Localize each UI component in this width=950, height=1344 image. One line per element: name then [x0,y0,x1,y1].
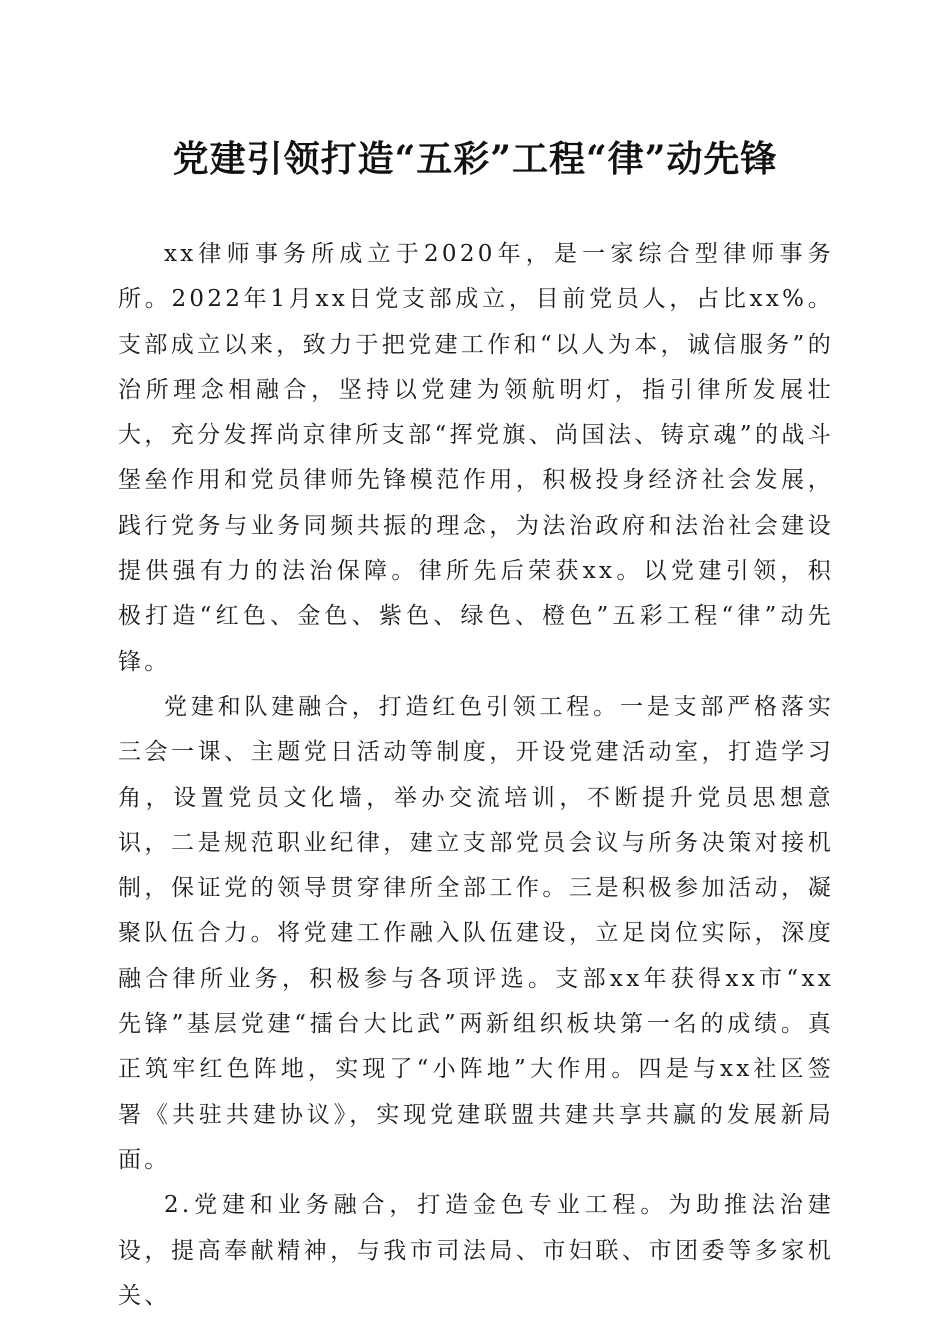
document-title: 党建引领打造“五彩”工程“律”动先锋 [172,138,778,180]
paragraph-intro: xx律师事务所成立于2020年，是一家综合型律师事务所。2022年1月xx日党支部成立，目前党员人，占比xx%。支部成立以来，致力于把党建工作和“以人为本，诚信服务”的治所理念相融合，坚持以党建为领航明灯，指引律所发展壮大，充分发挥尚京律所支部“挥党旗、尚国法、铸京魂”的战斗堡垒作用和党员律师先锋模范作用，积极投身经济社会发展，践行党务与业务同频共振的理念，为法治政府和法治社会建设提供强有力的法治保障。律所先后荣获xx。以党建引领，积极打造“红色、金色、紫色、绿色、橙色”五彩工程“律”动先锋。 [118,241,834,675]
paragraph-red-project: 党建和队建融合，打造红色引领工程。一是支部严格落实三会一课、主题党日活动等制度，开设党建活动室，打造学习角，设置党员文化墙，举办交流培训，不断提升党员思想意识，二是规范职业纪律，建立支部党员会议与所务决策对接机制，保证党的领导贯穿律所全部工作。三是积极参加活动，凝聚队伍合力。将党建工作融入队伍建设，立足岗位实际，深度融合律所业务，积极参与各项评选。支部xx年获得xx市“xx先锋”基层党建“擂台大比武”两新组织板块第一名的成绩。真正筑牢红色阵地，实现了“小阵地”大作用。四是与xx社区签署《共驻共建协议》，实现党建联盟共建共享共赢的发展新局面。 [118,693,834,1173]
paragraph-gold-project: 2.党建和业务融合，打造金色专业工程。为助推法治建设，提高奉献精神，与我市司法局、市妇联、市团委等多家机关、 [118,1192,834,1309]
document-body [118,232,834,1319]
